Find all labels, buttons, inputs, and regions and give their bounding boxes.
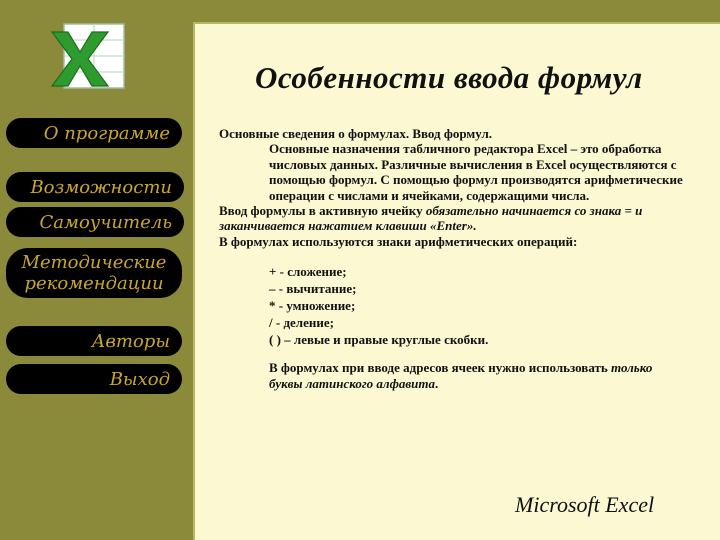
divider	[193, 22, 195, 540]
nav-features-label: Возможности	[30, 176, 172, 198]
nav-exit-label: Выход	[109, 368, 170, 390]
operators-list	[219, 263, 689, 348]
nav-authors-label: Авторы	[91, 330, 170, 352]
paragraph-operators-intro: В формулах используются знаки арифметических операций:	[219, 233, 578, 249]
nav-tutorial-label: Самоучитель	[39, 211, 172, 233]
cell-addresses-period: .	[435, 375, 439, 391]
cell-addresses-emphasis: только буквы латинского алфавита	[269, 360, 653, 391]
nav-guidelines-label: Методические рекомендации	[21, 252, 167, 294]
nav-authors-button[interactable]	[6, 326, 182, 356]
slide-content	[219, 126, 689, 391]
paragraph-excel-purpose: Основные назначения табличного редактора Excel – это обработка числовых данных. Различные вычисления в Excel осуществляются с помощью формул. С помощью формул производятся арифметические операции с числами и ячейками, содержащими числа.	[269, 141, 683, 203]
nav-exit-button[interactable]	[6, 364, 182, 394]
top-bar	[193, 0, 720, 22]
section-heading: Основные сведения о формулах. Ввод формул.	[219, 126, 492, 141]
list-item: ( ) – левые и правые круглые скобки.	[269, 332, 489, 348]
page-title: Особенности ввода формул	[255, 60, 643, 95]
brand-label: Microsoft Excel	[515, 492, 655, 517]
nav-about-button[interactable]	[6, 118, 182, 148]
list-item: – - вычитание;	[269, 281, 357, 297]
paragraph-formula-entry	[219, 203, 689, 234]
list-item: + - сложение;	[269, 264, 347, 280]
excel-logo-icon	[50, 22, 126, 90]
list-item: / - деление;	[269, 315, 334, 331]
paragraph-cell-addresses	[219, 360, 689, 391]
nav-features-button[interactable]	[6, 172, 184, 202]
list-item: * - умножение;	[269, 298, 356, 314]
cell-addresses-text: В формулах при вводе адресов ячеек нужно использовать	[269, 360, 612, 376]
nav-guidelines-button[interactable]	[6, 248, 182, 298]
formula-entry-text: Ввод формулы в активную ячейку	[219, 203, 426, 219]
divider	[193, 22, 720, 24]
nav-tutorial-button[interactable]	[6, 207, 184, 237]
nav-about-label: О программе	[43, 122, 170, 144]
formula-entry-emphasis: обязательно начинается со знака = и заканчивается нажатием клавиши «Enter».	[219, 203, 643, 234]
